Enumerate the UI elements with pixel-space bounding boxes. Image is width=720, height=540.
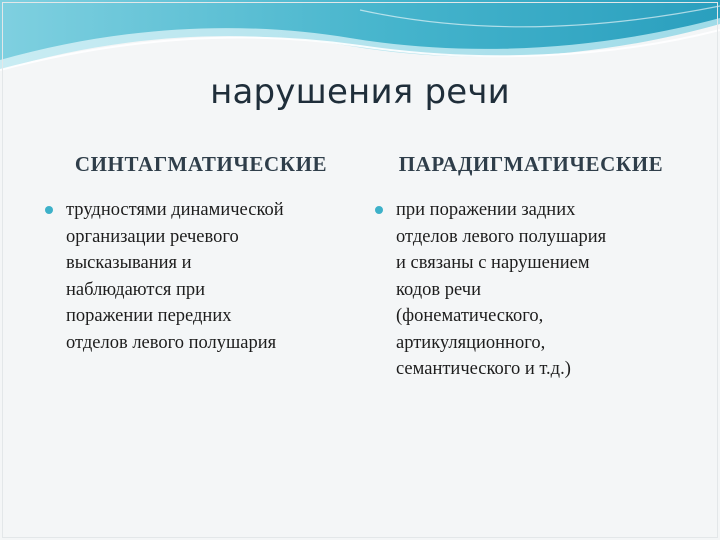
slide-title: нарушения речи bbox=[210, 72, 510, 112]
left-bullet-list bbox=[42, 197, 360, 356]
right-column bbox=[372, 152, 690, 383]
header-wave-decoration bbox=[0, 0, 720, 80]
left-column-heading: СИНТАГМАТИЧЕСКИЕ bbox=[74, 152, 328, 176]
right-bullet-text: при поражении задних отделов левого полушария и связаны с нарушением кодов речи (фонематического, артикуляционного, семантического и т.д.) bbox=[396, 200, 607, 379]
bullet-dot-icon bbox=[45, 206, 53, 214]
bullet-dot-icon bbox=[375, 206, 383, 214]
left-bullet-item bbox=[42, 197, 360, 356]
left-column bbox=[42, 152, 360, 356]
right-bullet-list bbox=[372, 197, 690, 383]
left-bullet-text: трудностями динамической организации речевого высказывания и наблюдаются при поражении передних отделов левого полушария bbox=[66, 200, 284, 353]
right-bullet-item bbox=[372, 197, 690, 383]
right-column-heading: ПАРАДИГМАТИЧЕСКИЕ bbox=[398, 152, 664, 176]
